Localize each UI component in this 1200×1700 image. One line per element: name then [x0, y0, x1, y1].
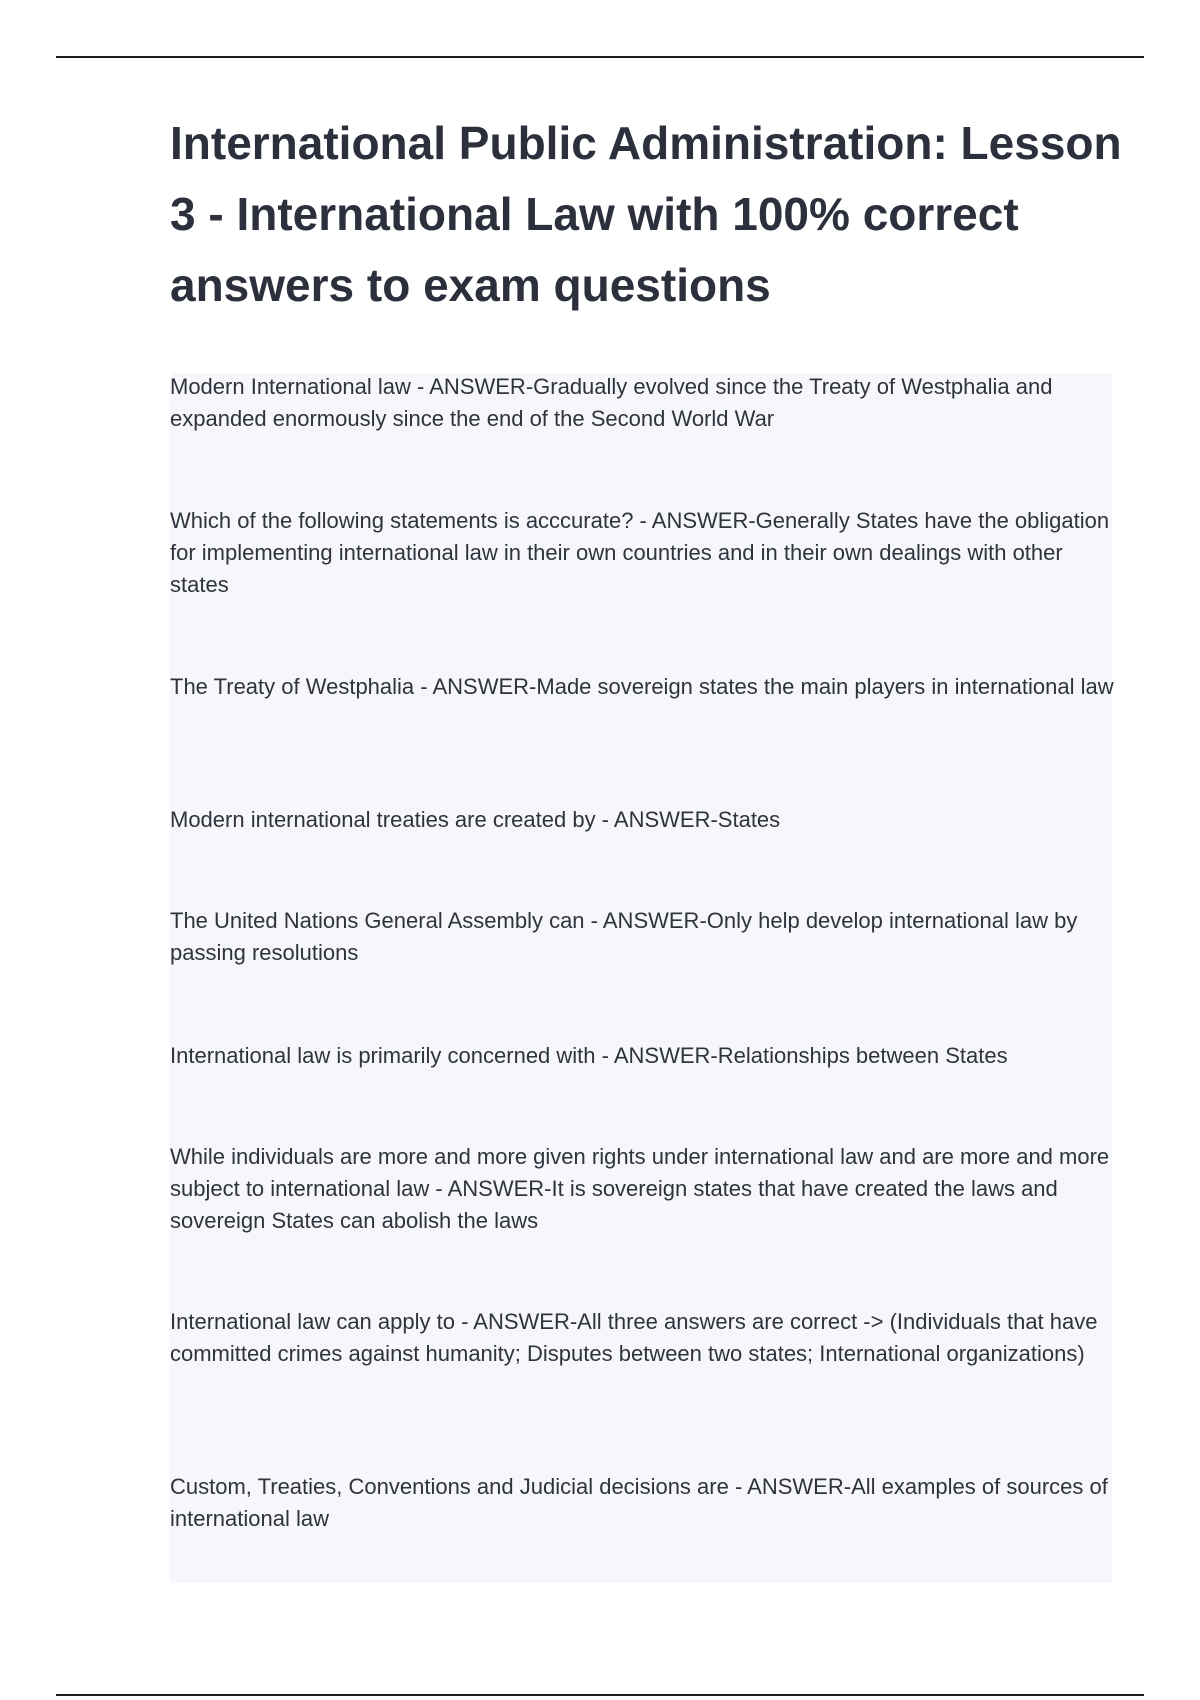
- qa-item: Modern international treaties are created by - ANSWER-States: [170, 807, 781, 832]
- qa-item: International law can apply to - ANSWER-All three answers are correct -> (Individuals that have committed crimes against humanity; Disputes between two states; International organizations): [170, 1309, 1098, 1366]
- qa-item: International law is primarily concerned with - ANSWER-Relationships between States: [170, 1043, 1008, 1068]
- qa-item: The Treaty of Westphalia - ANSWER-Made sovereign states the main players in international law: [170, 674, 1114, 699]
- bottom-rule: [56, 1694, 1144, 1696]
- document-title: International Public Administration: Lesson 3 - International Law with 100% correct answers to exam questions: [170, 117, 1122, 311]
- top-rule: [56, 56, 1144, 58]
- qa-item: Which of the following statements is acccurate? - ANSWER-Generally States have the obligation for implementing international law in their own countries and in their own dealings with other states: [170, 508, 1110, 597]
- qa-item: While individuals are more and more given rights under international law and are more and more subject to international law - ANSWER-It is sovereign states that have created the laws and sovereign States can abolish the laws: [170, 1144, 1110, 1233]
- qa-item: Modern International law - ANSWER-Gradually evolved since the Treaty of Westphalia and expanded enormously since the end of the Second World War: [170, 374, 1053, 431]
- qa-item: The United Nations General Assembly can - ANSWER-Only help develop international law by passing resolutions: [170, 908, 1078, 965]
- qa-item: Custom, Treaties, Conventions and Judicial decisions are - ANSWER-All examples of sources of international law: [170, 1474, 1108, 1531]
